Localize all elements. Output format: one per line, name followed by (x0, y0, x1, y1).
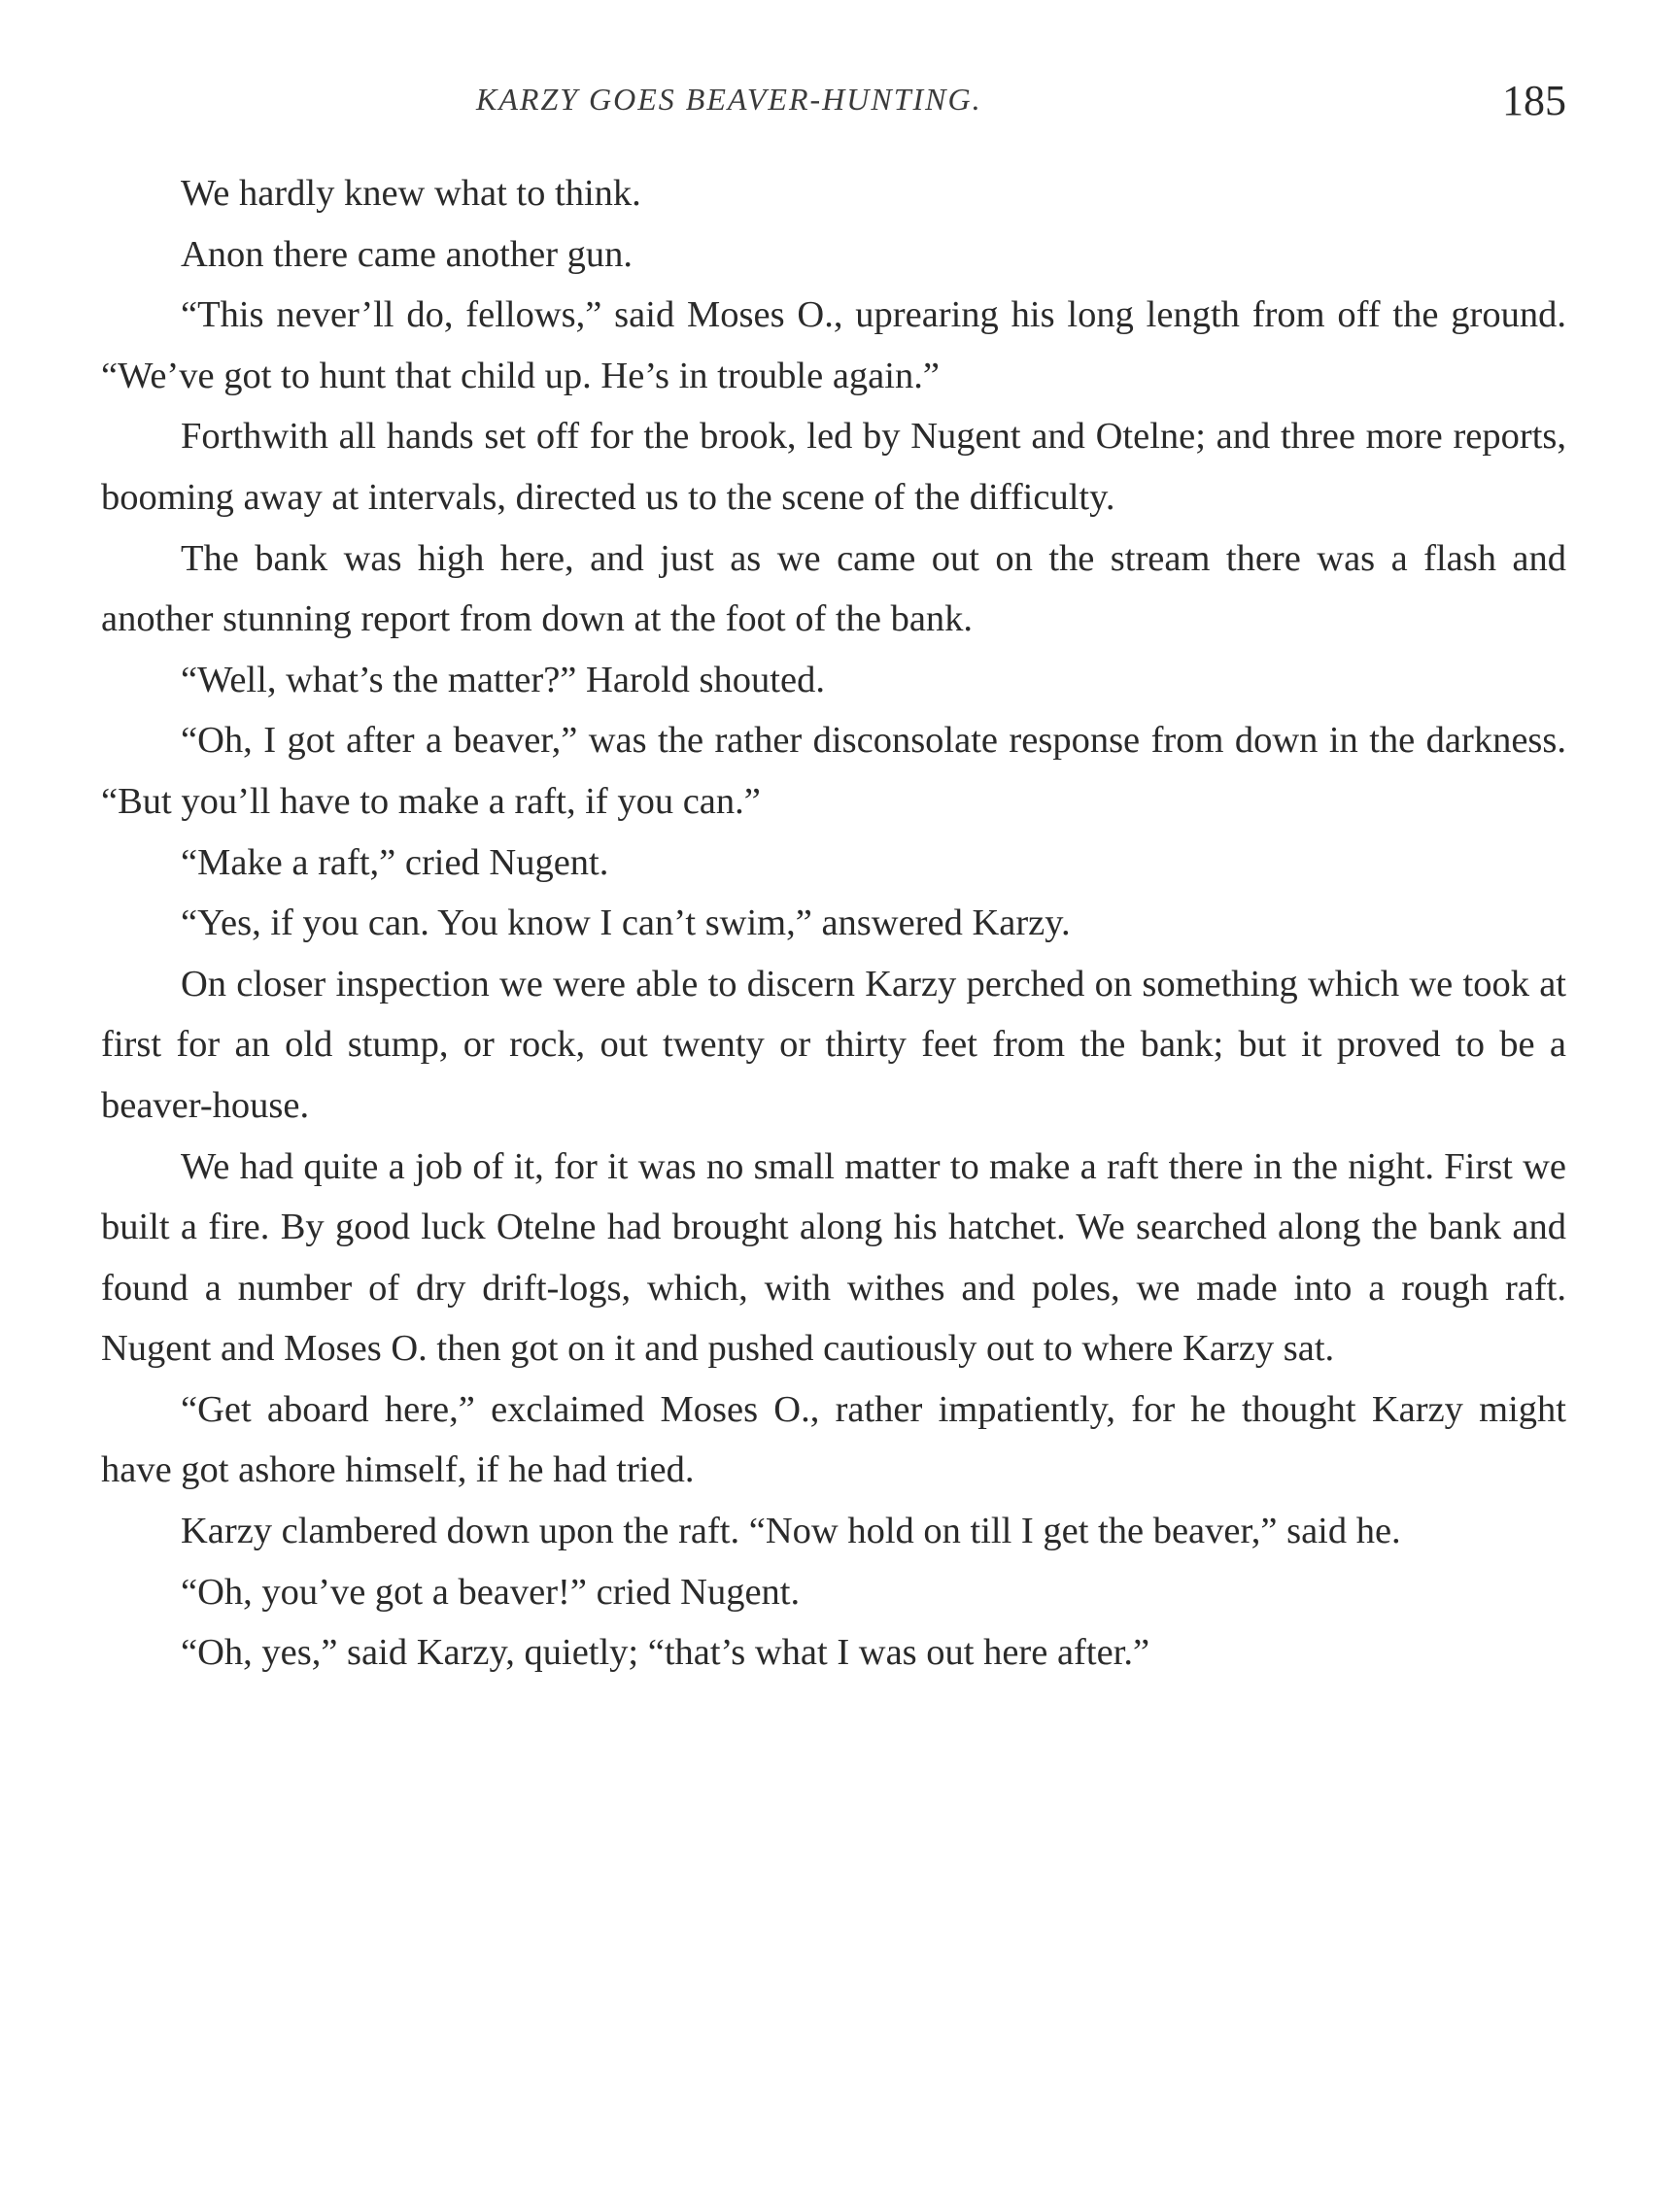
paragraph: We hardly knew what to think. (181, 173, 641, 214)
paragraph: “Well, what’s the matter?” Harold shouted. (181, 659, 825, 700)
paragraph: “Yes, if you can. You know I can’t swim,” answered Karzy. (181, 902, 1071, 944)
running-title: KARZY GOES BEAVER-HUNTING. (476, 82, 982, 117)
paragraph: Karzy clambered down upon the raft. “Now hold on till I get the beaver,” said he. (181, 1511, 1401, 1552)
paragraph: “Oh, yes,” said Karzy, quietly; “that’s what I was out here after.” (181, 1632, 1150, 1674)
paragraph: The bank was high here, and just as we came out on the stream there was a flash and another stunning report from down at the foot of the bank. (101, 537, 1566, 640)
paragraph: “Get aboard here,” exclaimed Moses O., rather impatiently, for he thought Karzy might have got ashore himself, if he had tried. (101, 1388, 1566, 1491)
paragraph: On closer inspection we were able to discern Karzy perched on something which we took at first for an old stump, or rock, out twenty or thirty feet from the bank; but it proved to be a beaver-house. (101, 963, 1566, 1126)
body-text (101, 163, 1566, 1684)
paragraph: “This never’ll do, fellows,” said Moses O., uprearing his long length from off the ground. “We’ve got to hunt that child up. He’s in trouble again.” (101, 294, 1566, 396)
paragraph: Anon there came another gun. (181, 233, 634, 275)
paragraph: We had quite a job of it, for it was no small matter to make a raft there in the night. First we built a fire. By good luck Otelne had brought along his hatchet. We searched along the bank and found a number of dry drift-logs, which, with withes and poles, we made into a rough raft. Nugent and Moses O. then got on it and pushed cautiously out to where Karzy sat. (101, 1145, 1566, 1370)
paragraph: “Oh, you’ve got a beaver!” cried Nugent. (181, 1571, 801, 1613)
paragraph: “Make a raft,” cried Nugent. (181, 841, 609, 883)
running-head (0, 76, 1679, 134)
paragraph: Forthwith all hands set off for the brook, led by Nugent and Otelne; and three more reports, booming away at intervals, directed us to the scene of the difficulty. (101, 416, 1566, 518)
page-number: 185 (1502, 77, 1566, 124)
paragraph: “Oh, I got after a beaver,” was the rather disconsolate response from down in the darkness. “But you’ll have to make a raft, if you can.” (101, 720, 1566, 822)
